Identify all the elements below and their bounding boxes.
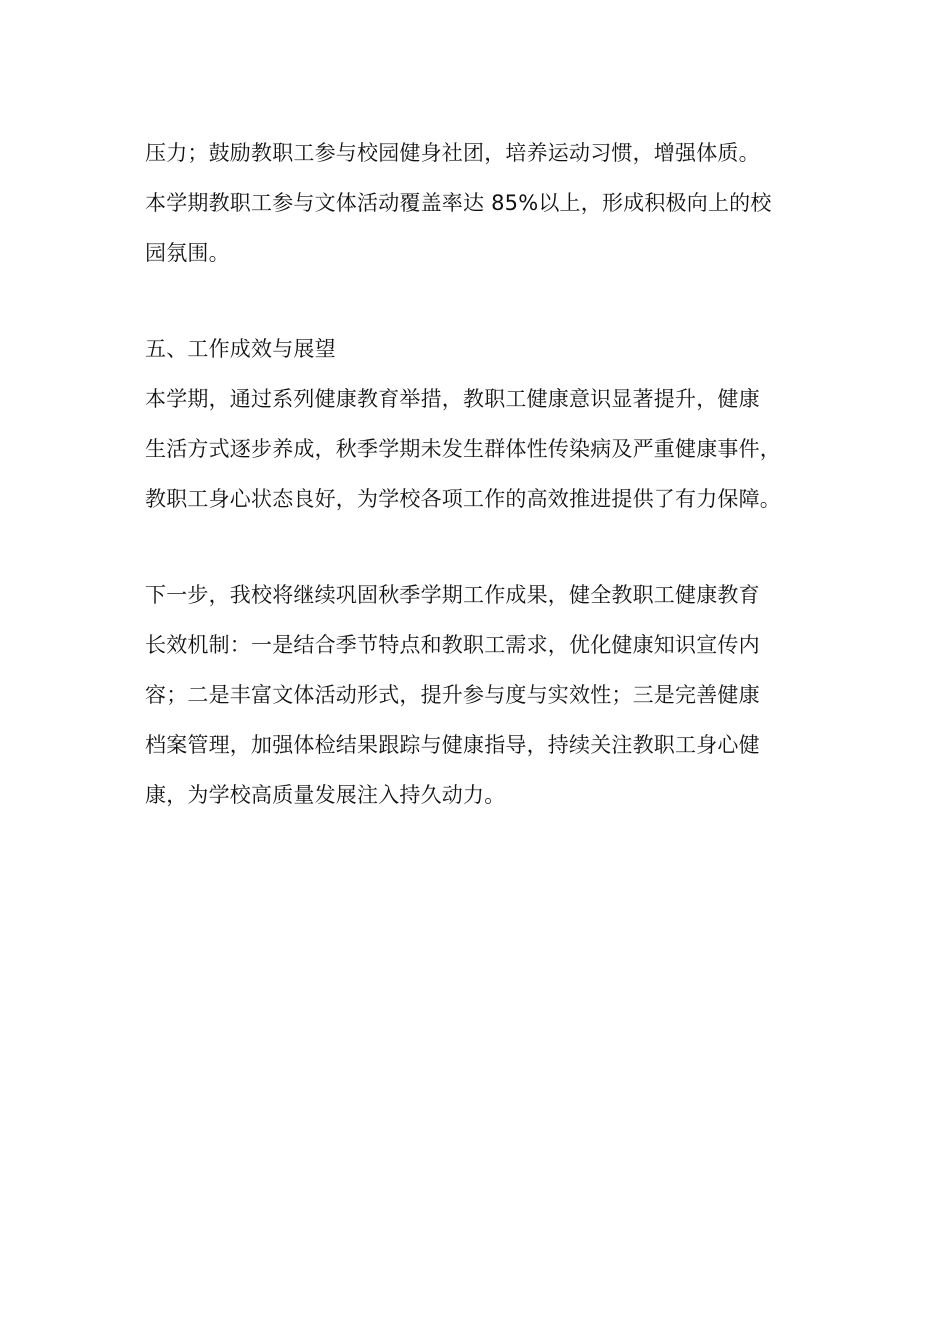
paragraph-line: 本学期，通过系列健康教育举措，教职工健康意识显著提升，健康: [145, 387, 760, 411]
paragraph-line: 下一步，我校将继续巩固秋季学期工作成果，健全教职工健康教育: [145, 583, 760, 607]
paragraph-gap: [145, 278, 825, 324]
section-heading: 五、工作成效与展望: [145, 337, 336, 361]
paragraph-line: 教职工身心状态良好，为学校各项工作的高效推进提供了有力保障。: [145, 487, 781, 511]
paragraph-line: 本学期教职工参与文体活动覆盖率达 85%以上，形成积极向上的校: [145, 191, 772, 215]
document-body: [145, 128, 825, 820]
paragraph-line: 档案管理，加强体检结果跟踪与健康指导，持续关注教职工身心健: [145, 733, 760, 757]
paragraph-line: 压力；鼓励教职工参与校园健身社团，培养运动习惯，增强体质。: [145, 141, 760, 165]
paragraph-line: 园氛围。: [145, 241, 230, 265]
paragraph-gap: [145, 524, 825, 570]
paragraph-line: 康，为学校高质量发展注入持久动力。: [145, 783, 506, 807]
paragraph-line: 长效机制：一是结合季节特点和教职工需求，优化健康知识宣传内: [145, 633, 760, 657]
paragraph-line: 生活方式逐步养成，秋季学期未发生群体性传染病及严重健康事件，: [145, 437, 781, 461]
paragraph-line: 容；二是丰富文体活动形式，提升参与度与实效性；三是完善健康: [145, 683, 760, 707]
